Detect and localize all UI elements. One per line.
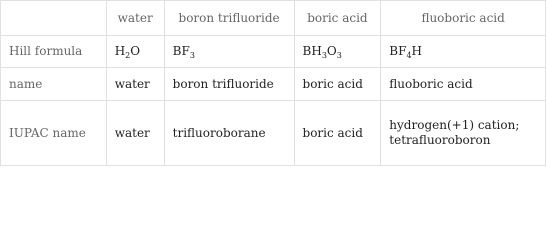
row-label-name: name: [1, 68, 107, 101]
row-iupac-name: [1, 101, 546, 166]
name-water: water: [106, 68, 164, 101]
iupac-name-boric-acid: boric acid: [294, 101, 381, 166]
hill-formula-boron-trifluoride: $BF_3$: [164, 36, 294, 68]
column-header-boron-trifluoride: boron trifluoride: [164, 1, 294, 36]
row-label-hill-formula: Hill formula: [1, 36, 107, 68]
iupac-name-fluoboric-acid: hydrogen(+1) cation; tetrafluoroboron: [381, 101, 546, 166]
row-label-iupac-name: IUPAC name: [1, 101, 107, 166]
column-header-boric-acid: boric acid: [294, 1, 381, 36]
name-boron-trifluoride: boron trifluoride: [164, 68, 294, 101]
name-boric-acid: boric acid: [294, 68, 381, 101]
column-header-water: water: [106, 1, 164, 36]
iupac-name-boron-trifluoride: trifluoroborane: [164, 101, 294, 166]
hill-formula-fluoboric-acid: $BF_4H$: [381, 36, 546, 68]
hill-formula-boric-acid: $BH_3O_3$: [294, 36, 381, 68]
corner-cell: [1, 1, 107, 36]
row-name: [1, 68, 546, 101]
hill-formula-water: $H_2O$: [106, 36, 164, 68]
header-row: [1, 1, 546, 36]
name-fluoboric-acid: fluoboric acid: [381, 68, 546, 101]
row-hill-formula: [1, 36, 546, 68]
iupac-name-water: water: [106, 101, 164, 166]
column-header-fluoboric-acid: fluoboric acid: [381, 1, 546, 36]
